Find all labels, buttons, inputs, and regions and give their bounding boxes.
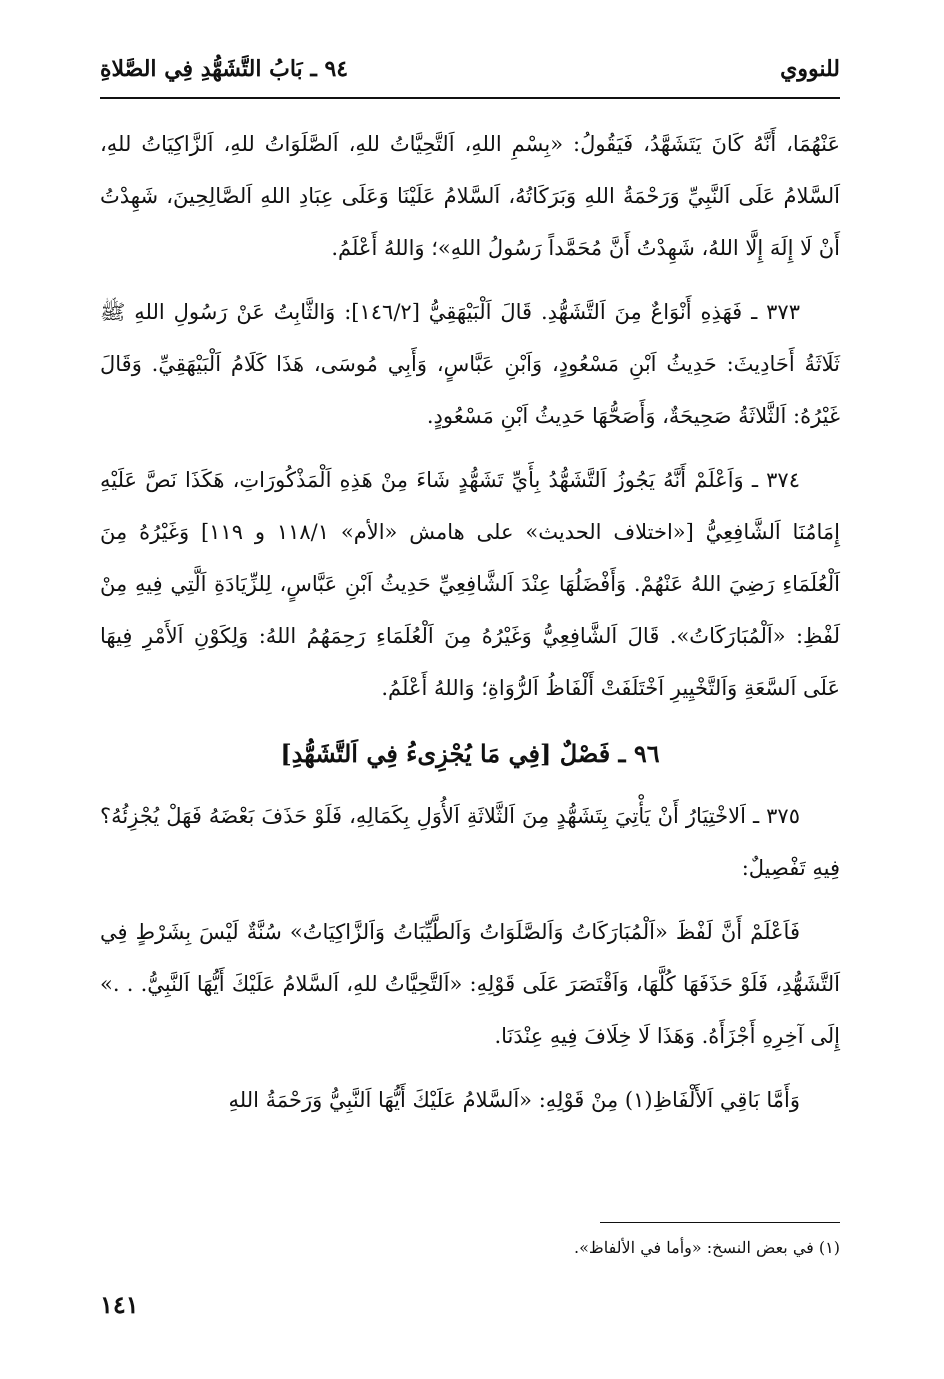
header-divider: [100, 97, 840, 99]
paragraph-continuation: عَنْهُمَا، أَنَّهُ كَانَ يَتَشَهَّدُ، فَيَقُولُ: «بِسْمِ اللهِ، اَلتَّحِيَّاتُ للهِ، اَلصَّلَوَاتُ للهِ، اَلزَّاكِيَاتُ للهِ، اَلسَّلامُ عَلَى اَلنَّبِيِّ وَرَحْمَةُ اللهِ وَبَرَكَاتُهُ، اَلسَّلامُ عَلَيْنَا وَعَلَى عِبَادِ اللهِ اَلصَّالِحِينَ، شَهِدْتُ أَنْ لَا إِلَهَ إِلَّا اللهُ، شَهِدْتُ أَنَّ مُحَمَّداً رَسُولُ اللهِ»؛ وَاللهُ أَعْلَمُ.: [100, 132, 840, 260]
header-chapter-title: ٩٤ ـ بَابُ التَّشَهُّدِ فِي الصَّلاةِ: [100, 56, 349, 82]
paragraph-know: فَاَعْلَمْ أَنَّ لَفْظَ «اَلْمُبَارَكَاتُ وَاَلصَّلَوَاتُ وَاَلطَّيِّبَاتُ وَاَلزَّاكِيَاتُ» سُنَّةٌ لَيْسَ بِشَرْطٍ فِي اَلتَّشَهُّدِ، فَلَوْ حَذَفَهَا كُلَّهَا، وَاَقْتَصَرَ عَلَى قَوْلِهِ: «اَلتَّحِيَّاتُ للهِ، اَلسَّلامُ عَلَيْكَ أَيُّهَا اَلنَّبِيُّ. . .» إِلَى آخِرِهِ أَجْزَأَهُ. وَهَذَا لَا خِلَافَ فِيهِ عِنْدَنَا.: [100, 920, 840, 1048]
paragraph-374: ٣٧٤ ـ وَاَعْلَمْ أَنَّهُ يَجُوزُ اَلتَّشَهُّدُ بِأَيِّ تَشَهُّدٍ شَاءَ مِنْ هَذِهِ اَلْمَذْكُورَاتِ، هَكَذَا نَصَّ عَلَيْهِ إِمَامُنَا اَلشَّافِعِيُّ [«اختلاف الحديث» على هامش «الأم» ١١٨/١ و ١١٩] وَغَيْرُهُ مِنَ اَلْعُلَمَاءِ رَضِيَ اللهُ عَنْهُمْ. وَأَفْضَلُهَا عِنْدَ اَلشَّافِعِيِّ حَدِيثُ اَبْنِ عَبَّاسٍ، لِلزِّيَادَةِ اَلَّتِي فِيهِ مِنْ لَفْظِ: «اَلْمُبَارَكَاتُ». قَالَ اَلشَّافِعِيُّ وَغَيْرُهُ مِنَ اَلْعُلَمَاءِ رَحِمَهُمُ اللهُ: وَلِكَوْنِ اَلأَمْرِ فِيهَا عَلَى اَلسَّعَةِ وَاَلتَّخْيِيرِ اَخْتَلَفَتْ أَلْفَاظُ اَلرُّوَاةِ؛ وَاللهُ أَعْلَمُ.: [100, 468, 841, 700]
running-header: [100, 50, 840, 90]
footnote-divider: [600, 1222, 840, 1223]
main-text: [100, 118, 840, 1138]
paragraph-373: ٣٧٣ ـ فَهَذِهِ أَنْوَاعٌ مِنَ اَلتَّشَهُّدِ. قَالَ اَلْبَيْهَقِيُّ [١٤٦/٢]: وَالثَّابِتُ عَنْ رَسُولِ اللهِ ﷺ ثَلَاثَةُ أَحَادِيثَ: حَدِيثُ اَبْنِ مَسْعُودٍ، وَاَبْنِ عَبَّاسٍ، وَأَبِي مُوسَى، هَذَا كَلَامُ اَلْبَيْهَقِيِّ. وَقَالَ غَيْرُهُ: اَلثَّلاثَةُ صَحِيحَةٌ، وَأَصَحُّهَا حَدِيثُ اَبْنِ مَسْعُودٍ.: [100, 300, 840, 428]
paragraph-remaining: وَأَمَّا بَاقِي اَلأَلْفَاظِ(١) مِنْ قَوْلِهِ: «اَلسَّلامُ عَلَيْكَ أَيُّهَا اَلنَّبِيُّ وَرَحْمَةُ اللهِ: [228, 1088, 800, 1112]
footnote: (١) في بعض النسخ: «وأما في الألفاظ».: [574, 1238, 840, 1257]
section-heading: ٩٦ ـ فَصْلٌ [فِي مَا يُجْزِىءُ فِي اَلتَّشَهُّدِ]: [280, 739, 660, 768]
paragraph-375: ٣٧٥ ـ اَلاخْتِيَارُ أَنْ يَأْتِيَ بِتَشَهُّدٍ مِنَ اَلثَّلاثَةِ اَلأُوَلِ بِكَمَالِهِ، فَلَوْ حَذَفَ بَعْضَهُ فَهَلْ يُجْزِئُهُ؟ فِيهِ تَفْصِيلٌ:: [100, 804, 840, 880]
header-author: للنووي: [780, 56, 840, 82]
page-number: ١٤١: [100, 1290, 139, 1319]
